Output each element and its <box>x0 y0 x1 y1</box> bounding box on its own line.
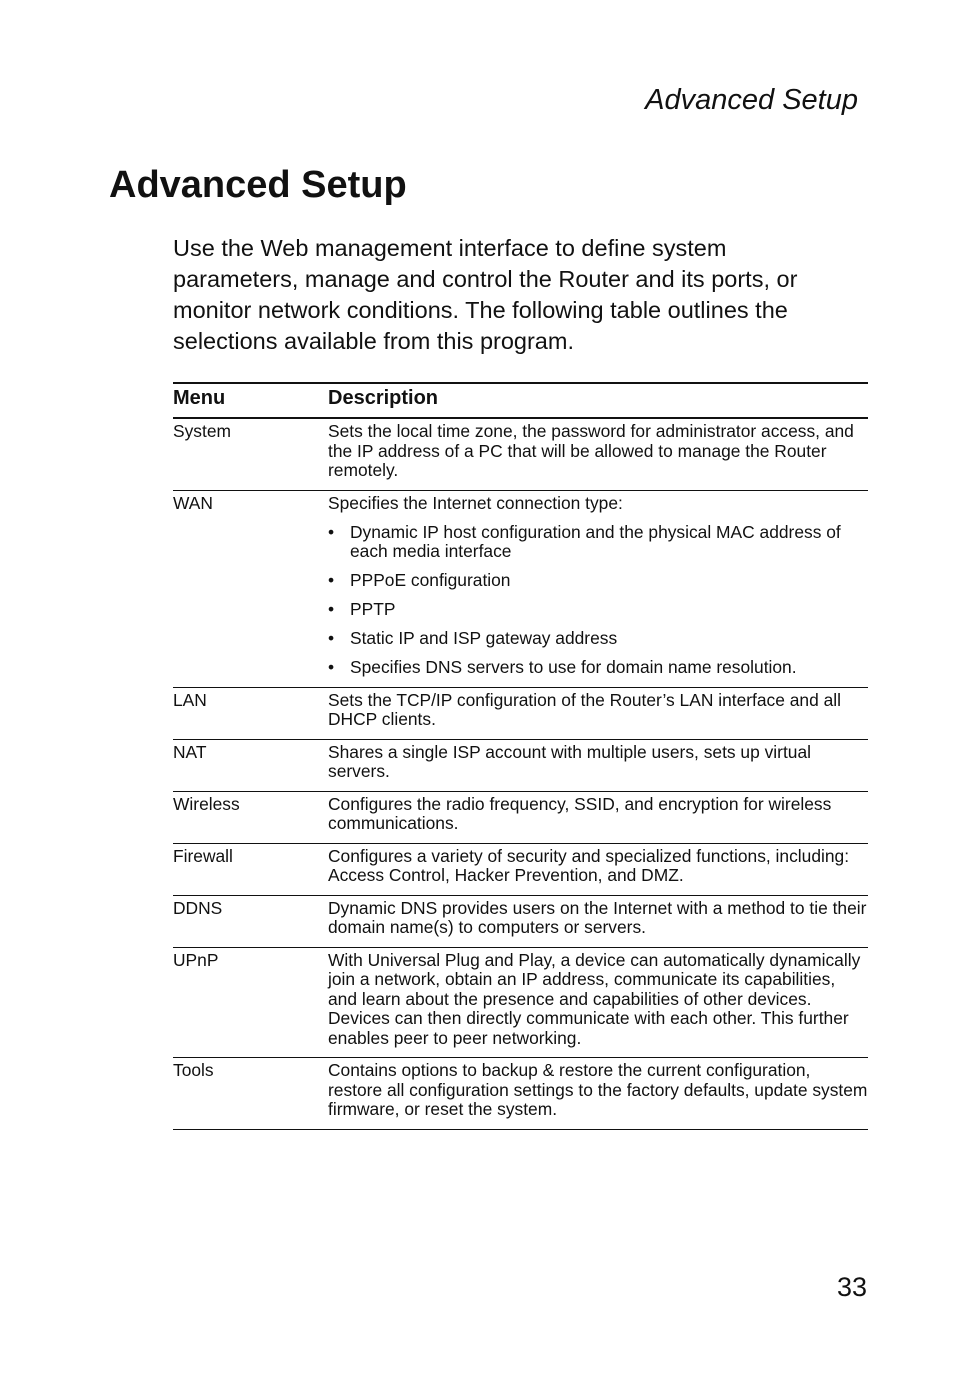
menu-cell: LAN <box>173 689 207 710</box>
description-cell: With Universal Plug and Play, a device can automatically dynamically join a network, obtain an IP address, communicate its capabilities, and learn about the presence and capabilities of other devices. Devices can then directly communicate with each other. This further enables peer to peer networking. <box>328 949 861 1048</box>
menu-cell: UPnP <box>173 949 219 970</box>
table-row <box>173 791 868 843</box>
description-column-header: Description <box>328 387 439 409</box>
menu-column-header: Menu <box>173 387 226 409</box>
menu-cell: System <box>173 421 231 441</box>
table-row <box>173 490 868 687</box>
table-row <box>173 687 868 739</box>
description-cell: Dynamic DNS provides users on the Internet with a method to tie their domain name(s) to computers or servers. <box>328 897 867 937</box>
table-row <box>173 843 868 895</box>
description-cell: Configures the radio frequency, SSID, and encryption for wireless communications. <box>328 793 832 833</box>
menu-cell: WAN <box>173 492 213 513</box>
list-item: • PPPoE configuration <box>328 571 868 591</box>
list-item: • Static IP and ISP gateway address <box>328 629 868 649</box>
menu-cell: Tools <box>173 1060 214 1080</box>
description-cell: Configures a variety of security and specialized functions, including: Access Control, Hacker Prevention, and DMZ. <box>328 845 850 885</box>
bullet-list <box>328 523 868 678</box>
table-row <box>173 895 868 947</box>
table-row <box>173 1057 868 1129</box>
menu-cell: Firewall <box>173 845 233 866</box>
description-cell: Contains options to backup & restore the current configuration, restore all configuration settings to the factory defaults, update system firmware, or reset the system. <box>328 1060 868 1119</box>
table-row <box>173 739 868 791</box>
running-header: Advanced Setup <box>645 84 858 116</box>
menu-cell: DDNS <box>173 897 223 918</box>
intro-paragraph: Use the Web management interface to define system parameters, manage and control the Router and its ports, or monitor network conditions. The following table outlines the selections available from this program. <box>173 235 798 354</box>
description-text: Specifies the Internet connection type: <box>328 492 623 513</box>
list-item: • PPTP <box>328 600 868 620</box>
menu-cell: Wireless <box>173 793 240 814</box>
list-item: • Specifies DNS servers to use for domain name resolution. <box>328 658 868 678</box>
table-row <box>173 947 868 1058</box>
page-title: Advanced Setup <box>109 164 407 206</box>
menu-table <box>173 382 868 1130</box>
description-cell: Shares a single ISP account with multiple users, sets up virtual servers. <box>328 741 811 781</box>
description-cell: Sets the local time zone, the password for administrator access, and the IP address of a PC that will be allowed to manage the Router remotely. <box>328 421 854 480</box>
table-row <box>173 418 868 490</box>
description-cell <box>328 494 868 678</box>
menu-cell: NAT <box>173 741 207 762</box>
table-header <box>173 384 868 418</box>
list-item: • Dynamic IP host configuration and the physical MAC address of each media interface <box>328 523 868 562</box>
page-number: 33 <box>836 1272 867 1302</box>
description-cell: Sets the TCP/IP configuration of the Router’s LAN interface and all DHCP clients. <box>328 689 841 729</box>
